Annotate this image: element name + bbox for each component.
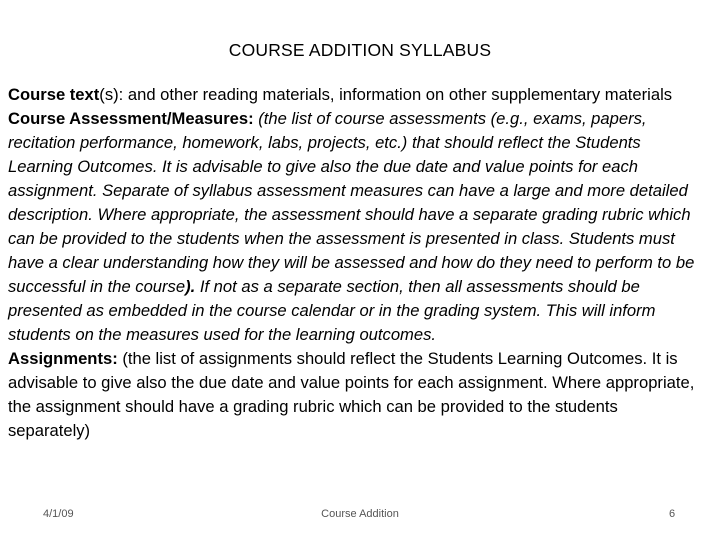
assessment-label: Course Assessment/Measures: (8, 109, 254, 128)
course-text-paragraph (8, 83, 698, 107)
assessment-note: If not as a separate section, then all assessments should be presented as embedded in the course calendar or in the grading system. This will inform students on the measures used for the learning outcomes. (8, 277, 656, 344)
footer-title: Course Addition (321, 508, 399, 520)
assignments-label: Assignments: (8, 349, 118, 368)
footer-date: 4/1/09 (43, 508, 74, 520)
assignments-paragraph (8, 347, 698, 443)
course-text-label: Course text (8, 85, 100, 104)
page-number: 6 (669, 508, 676, 520)
course-text-description: (s): and other reading materials, information on other supplementary materials (99, 85, 673, 104)
assignments-description: (the list of assignments should reflect the Students Learning Outcomes. It is advisable to give also the due date and value points for each assignment. Where appropriate, the assignment should have a grading rubric which can be provided to the students separately) (8, 349, 695, 440)
slide-body (8, 83, 698, 443)
assessment-closing: ). (185, 277, 196, 296)
assessment-paragraph (8, 107, 698, 347)
assessment-description: (the list of course assessments (e.g., exams, papers, recitation performance, homework, labs, projects, etc.) that should reflect the Students Learning Outcomes. It is advisable to give also the due date and value points for each assignment. Separate of syllabus assessment measures can have a large and more detailed description. Where appropriate, the assessment should have a separate grading rubric which can be provided to the students when the assessment is presented in class. Students must have a clear understanding how they will be assessed and how do they need to perform to be successful in the course (8, 109, 695, 296)
slide-title: COURSE ADDITION SYLLABUS (228, 40, 492, 60)
